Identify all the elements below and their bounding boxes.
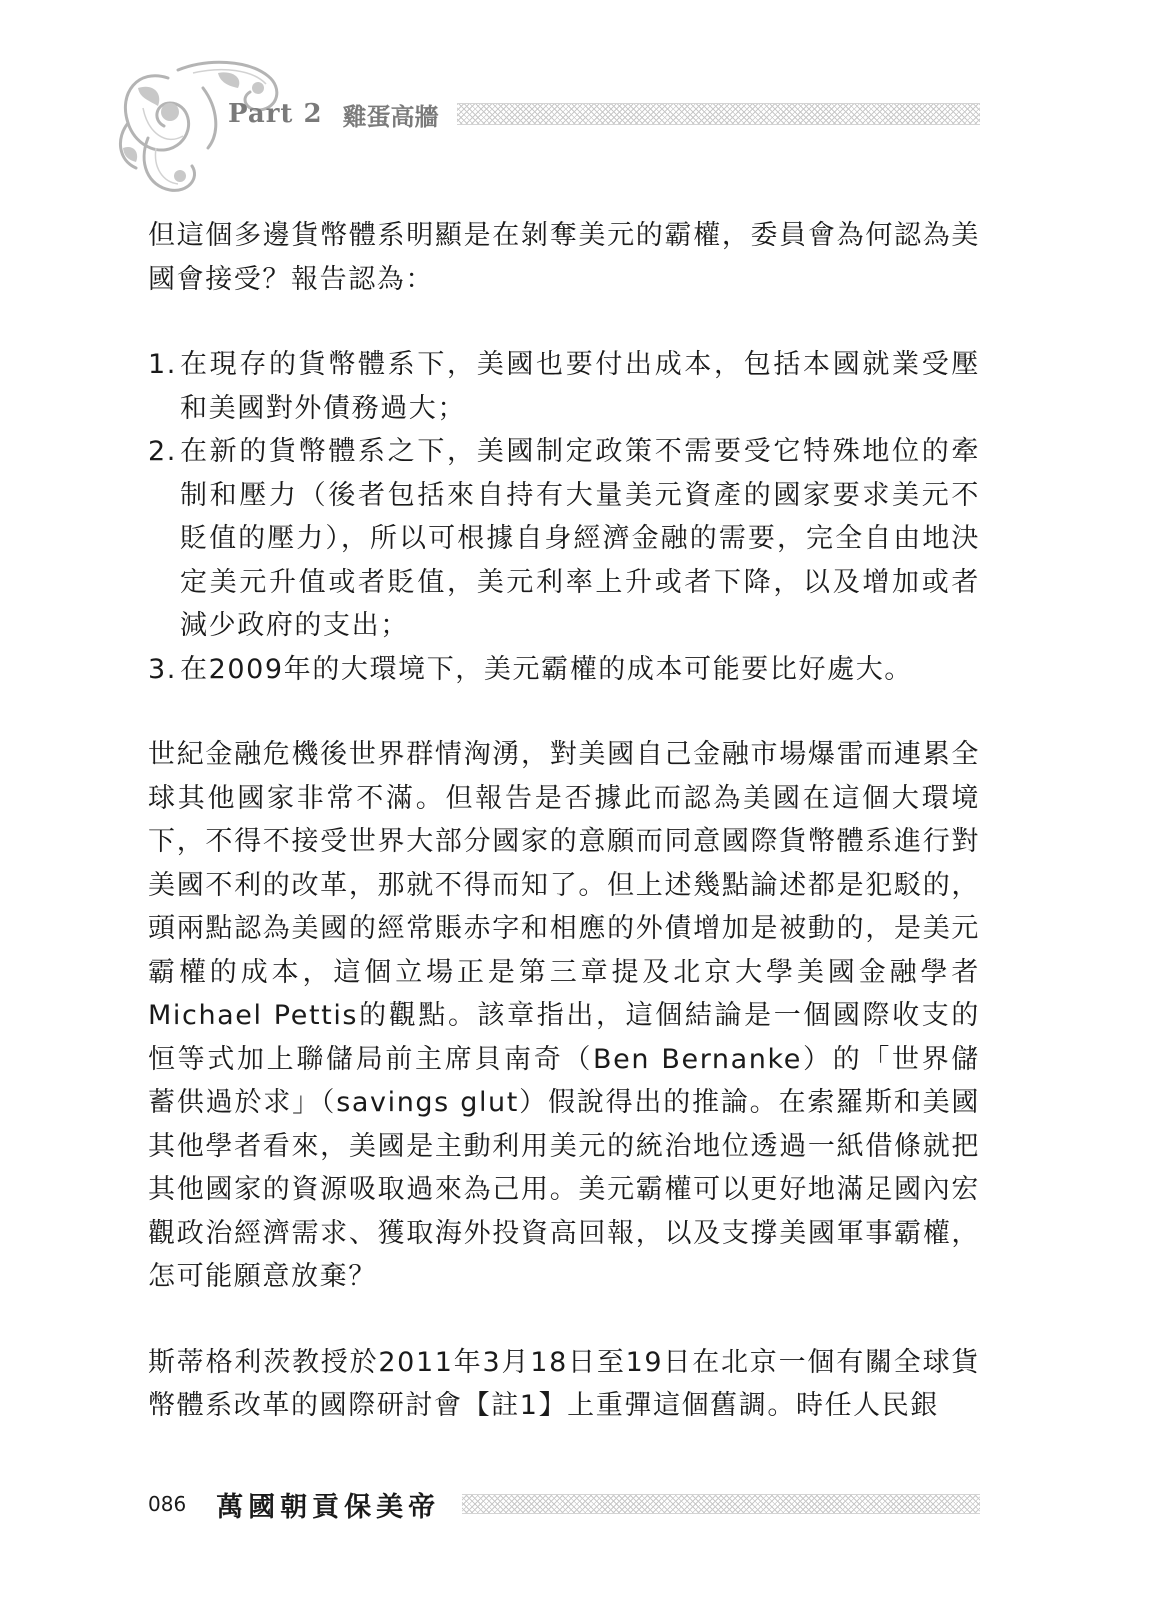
list-item-number: 3.: [148, 653, 177, 685]
list-item: [148, 343, 980, 430]
running-header: [228, 92, 980, 136]
header-section-title: 雞蛋高牆: [342, 101, 439, 131]
paragraph-gap: [148, 1299, 980, 1341]
list-item-text: 在新的貨幣體系之下，美國制定政策不需要受它特殊地位的牽制和壓力（後者包括來自持有大量美元資產的國家要求美元不貶值的壓力），所以可根據自身經濟金融的需要，完全自由地決定美元升值或者貶值，美元利率上升或者下降，以及增加或者減少政府的支出；: [180, 436, 980, 641]
paragraph-2: 世紀金融危機後世界群情洶湧，對美國自己金融市場爆雷而連累全球其他國家非常不滿。但報告是否據此而認為美國在這個大環境下，不得不接受世界大部分國家的意願而同意國際貨幣體系進行對美國不利的改革，那就不得而知了。但上述幾點論述都是犯駁的，頭兩點認為美國的經常賬赤字和相應的外債增加是被動的，是美元霸權的成本，這個立場正是第三章提及北京大學美國金融學者Michael Pettis的觀點。該章指出，這個結論是一個國際收支的恒等式加上聯儲局前主席貝南奇（Ben Bernanke）的「世界儲蓄供過於求」（savings glut）假說得出的推論。在索羅斯和美國其他學者看來，美國是主動利用美元的統治地位透過一紙借條就把其他國家的資源吸取過來為己用。美元霸權可以更好地滿足國內宏觀政治經濟需求、獲取海外投資高回報，以及支撐美國軍事霸權，怎可能願意放棄？: [148, 739, 980, 1292]
list-item-number: 1.: [148, 349, 177, 380]
list-item-text: 在現存的貨幣體系下，美國也要付出成本，包括本國就業受壓和美國對外債務過大；: [180, 349, 980, 424]
paragraph-3: 斯蒂格利茨教授於2011年3月18日至19日在北京一個有關全球貨幣體系改革的國際研討會【註1】上重彈這個舊調。時任人民銀: [148, 1346, 980, 1421]
header-pattern-band: [457, 103, 980, 125]
main-text: [148, 214, 980, 1428]
paragraph-1: 但這個多邊貨幣體系明顯是在剝奪美元的霸權，委員會為何認為美國會接受？報告認為：: [148, 220, 980, 295]
header-part-label: Part 2: [228, 99, 323, 129]
list-item-number: 2.: [148, 436, 177, 467]
list-item-text: 在2009年的大環境下，美元霸權的成本可能要比好處大。: [180, 653, 913, 685]
footer-book-title: 萬國朝貢保美帝: [216, 1491, 441, 1523]
paragraph-gap: [148, 301, 980, 343]
running-footer: [148, 1484, 980, 1524]
list-item: [148, 430, 980, 648]
page-number: 086: [148, 1492, 187, 1516]
list-item: [148, 648, 980, 692]
footer-pattern-band: [462, 1494, 980, 1514]
numbered-list: [148, 343, 980, 691]
paragraph-gap: [148, 691, 980, 733]
